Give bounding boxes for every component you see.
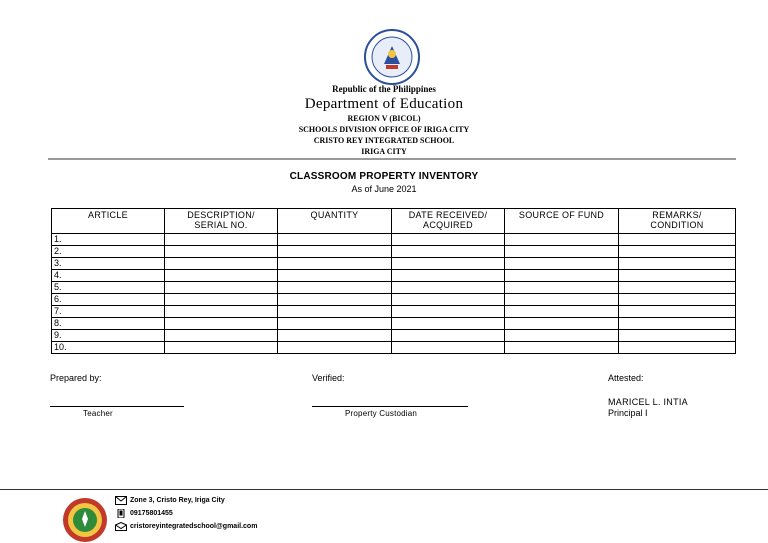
column-header: SOURCE OF FUND xyxy=(505,209,619,234)
table-cell xyxy=(392,306,505,318)
column-header: REMARKS/ CONDITION xyxy=(619,209,736,234)
address-text: Zone 3, Cristo Rey, Iriga City xyxy=(130,497,225,504)
prepared-signature-line xyxy=(50,406,184,407)
table-cell xyxy=(392,270,505,282)
row-number: 5. xyxy=(52,282,165,294)
table-cell xyxy=(505,282,619,294)
table-cell xyxy=(165,294,278,306)
email-icon xyxy=(115,522,127,531)
form-date: As of June 2021 xyxy=(351,184,417,194)
department-heading: Department of Education xyxy=(304,96,464,112)
principal-name: MARICEL L. INTIA xyxy=(608,397,688,407)
table-row xyxy=(52,270,736,282)
verified-signature-line xyxy=(312,406,468,407)
column-header: DESCRIPTION/ SERIAL NO. xyxy=(165,209,278,234)
table-cell xyxy=(278,342,392,354)
column-header: QUANTITY xyxy=(278,209,392,234)
table-cell xyxy=(619,342,736,354)
table-cell xyxy=(278,330,392,342)
table-cell xyxy=(505,318,619,330)
prepared-by-label: Prepared by: xyxy=(50,373,102,383)
row-number: 7. xyxy=(52,306,165,318)
table-row xyxy=(52,342,736,354)
table-cell xyxy=(619,270,736,282)
table-cell xyxy=(165,270,278,282)
table-cell xyxy=(505,342,619,354)
footer-divider xyxy=(0,489,768,490)
school-heading: CRISTO REY INTEGRATED SCHOOL xyxy=(313,136,455,145)
row-number: 2. xyxy=(52,246,165,258)
table-cell xyxy=(619,234,736,246)
principal-title: Principal I xyxy=(608,408,648,418)
table-row xyxy=(52,258,736,270)
footer-phone xyxy=(115,509,173,518)
table-cell xyxy=(619,318,736,330)
verified-role: Property Custodian xyxy=(345,409,418,418)
table-cell xyxy=(619,306,736,318)
table-cell xyxy=(392,258,505,270)
table-cell xyxy=(505,306,619,318)
table-body xyxy=(52,234,736,354)
row-number: 1. xyxy=(52,234,165,246)
footer-address xyxy=(115,496,225,505)
table-cell xyxy=(392,234,505,246)
table-cell xyxy=(392,330,505,342)
table-cell xyxy=(392,294,505,306)
table-cell xyxy=(392,318,505,330)
row-number: 6. xyxy=(52,294,165,306)
phone-icon xyxy=(115,509,127,518)
table-cell xyxy=(505,258,619,270)
table-cell xyxy=(165,282,278,294)
row-number: 8. xyxy=(52,318,165,330)
table-row xyxy=(52,306,736,318)
table-cell xyxy=(165,234,278,246)
table-row xyxy=(52,282,736,294)
table-cell xyxy=(505,330,619,342)
row-number: 3. xyxy=(52,258,165,270)
table-cell xyxy=(619,330,736,342)
column-header: ARTICLE xyxy=(52,209,165,234)
table-cell xyxy=(278,306,392,318)
table-cell xyxy=(505,270,619,282)
row-number: 10. xyxy=(52,342,165,354)
division-heading: SCHOOLS DIVISION OFFICE OF IRIGA CITY xyxy=(298,125,470,134)
table-cell xyxy=(278,234,392,246)
table-row xyxy=(52,318,736,330)
region-heading: REGION V (BICOL) xyxy=(347,114,421,123)
table-row xyxy=(52,246,736,258)
attested-label: Attested: xyxy=(608,373,644,383)
table-cell xyxy=(278,270,392,282)
table-cell xyxy=(278,294,392,306)
table-row xyxy=(52,234,736,246)
column-header: DATE RECEIVED/ ACQUIRED xyxy=(392,209,505,234)
table-cell xyxy=(619,246,736,258)
table-cell xyxy=(165,330,278,342)
school-logo-icon xyxy=(62,497,108,543)
city-heading: IRIGA CITY xyxy=(361,147,407,156)
table-header-row xyxy=(52,209,736,234)
table-cell xyxy=(392,342,505,354)
email-text: cristoreyintegratedschool@gmail.com xyxy=(130,523,258,530)
phone-text: 09175801455 xyxy=(130,510,173,517)
table-cell xyxy=(165,306,278,318)
envelope-icon xyxy=(115,496,127,505)
table-cell xyxy=(165,318,278,330)
form-title: CLASSROOM PROPERTY INVENTORY xyxy=(289,171,479,182)
deped-seal-icon xyxy=(362,28,422,86)
table-cell xyxy=(505,234,619,246)
table-cell xyxy=(278,246,392,258)
prepared-role: Teacher xyxy=(83,409,113,418)
inventory-table xyxy=(51,208,736,354)
republic-heading: Republic of the Philippines xyxy=(332,84,436,94)
table-cell xyxy=(392,282,505,294)
table-row xyxy=(52,330,736,342)
table-cell xyxy=(619,282,736,294)
table-cell xyxy=(505,246,619,258)
table-cell xyxy=(619,294,736,306)
table-cell xyxy=(165,342,278,354)
table-cell xyxy=(165,258,278,270)
table-cell xyxy=(278,282,392,294)
table-cell xyxy=(165,246,278,258)
table-cell xyxy=(619,258,736,270)
table-cell xyxy=(278,258,392,270)
row-number: 4. xyxy=(52,270,165,282)
table-cell xyxy=(505,294,619,306)
verified-label: Verified: xyxy=(312,373,345,383)
table-cell xyxy=(278,318,392,330)
header-divider xyxy=(48,158,736,160)
table-row xyxy=(52,294,736,306)
row-number: 9. xyxy=(52,330,165,342)
footer-email xyxy=(115,522,257,531)
table-cell xyxy=(392,246,505,258)
